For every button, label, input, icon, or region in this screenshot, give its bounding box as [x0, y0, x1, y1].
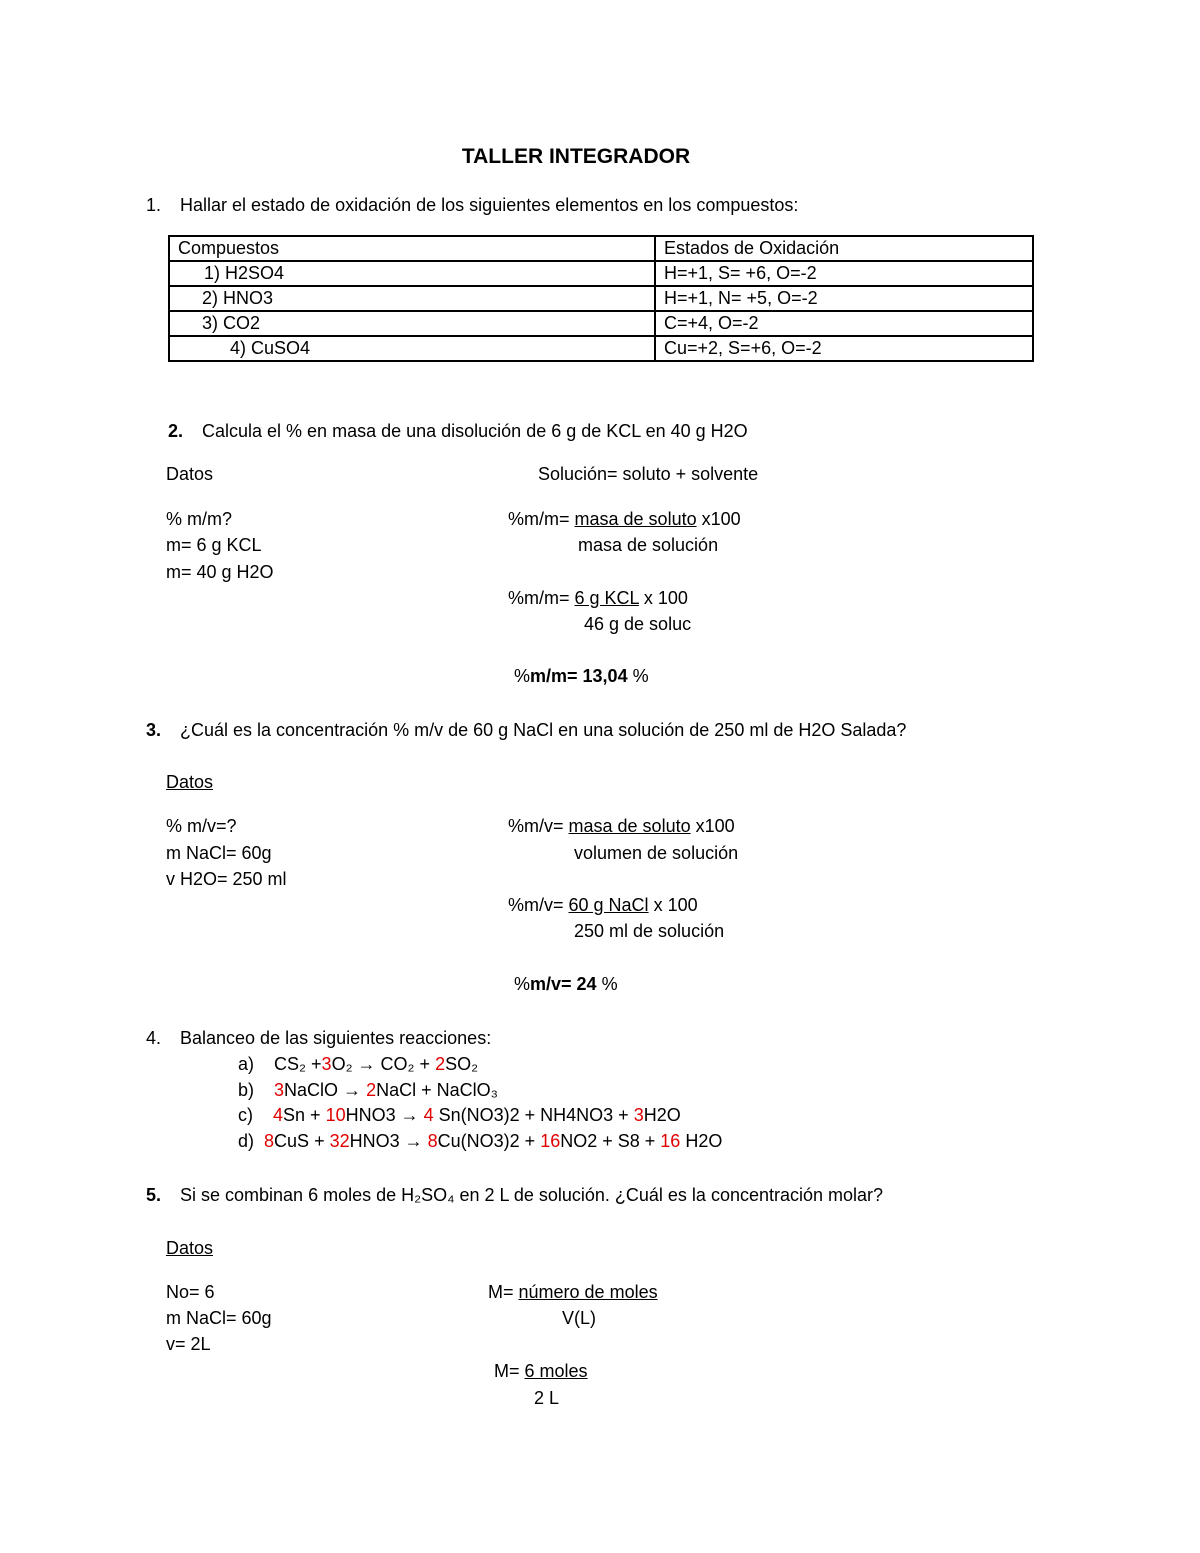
q3-formula-1-denominator: volumen de solución [574, 843, 739, 863]
q2-text: Calcula el % en masa de una disolución de 6 g de KCL en 40 g H2O [202, 421, 748, 441]
q5-dato-3: v= 2L [166, 1334, 211, 1354]
table-row [169, 261, 1033, 286]
q2-formula-1-denominator: masa de solución [578, 535, 719, 555]
q5-formula-1-denominator: V(L) [562, 1308, 597, 1328]
table-row [169, 336, 1033, 361]
q2-solucion: Solución= soluto + solvente [538, 464, 759, 484]
q3-number: 3. [146, 720, 162, 740]
q5-datos-label: Datos [166, 1238, 214, 1258]
reaction-b: b) 3NaClO → 2NaCl + NaClO₃ [238, 1080, 498, 1100]
reaction-a: a) CS₂ +3O₂ → CO₂ + 2SO₂ [238, 1054, 479, 1074]
q3-formula-2-denominator: 250 ml de solución [574, 921, 725, 941]
table-header: Estados de Oxidación [655, 236, 1033, 261]
q5-formula-1: M= número de moles [488, 1282, 658, 1302]
q5-text: Si se combinan 6 moles de H₂SO₄ en 2 L de solución. ¿Cuál es la concentración molar? [180, 1185, 884, 1205]
q5-formula-2: M= 6 moles [494, 1361, 588, 1381]
q3-formula-1: %m/v= masa de soluto x100 [508, 816, 735, 836]
q3-dato-3: v H2O= 250 ml [166, 869, 287, 889]
q2-result: %m/m= 13,04 % [514, 666, 649, 686]
table-cell: 1) H2SO4 [169, 261, 655, 286]
oxidation-table [168, 235, 1034, 362]
q5-dato-2: m NaCl= 60g [166, 1308, 272, 1328]
q3-result: %m/v= 24 % [514, 974, 618, 994]
q2-dato-2: m= 6 g KCL [166, 535, 262, 555]
q2-datos-label: Datos [166, 464, 214, 484]
q2-dato-3: m= 40 g H2O [166, 562, 274, 582]
q3-formula-2: %m/v= 60 g NaCl x 100 [508, 895, 698, 915]
q1-number: 1. [146, 195, 162, 215]
reaction-c: c) 4Sn + 10HNO3 → 4 Sn(NO3)2 + NH4NO3 + 3H2O [238, 1105, 681, 1125]
table-cell: H=+1, N= +5, O=-2 [655, 286, 1033, 311]
q2-formula-2: %m/m= 6 g KCL x 100 [508, 588, 688, 608]
table-header: Compuestos [169, 236, 655, 261]
q5-dato-1: No= 6 [166, 1282, 215, 1302]
q5-formula-2-denominator: 2 L [534, 1388, 560, 1408]
table-cell: 4) CuSO4 [169, 336, 655, 361]
page-title: TALLER INTEGRADOR [461, 145, 691, 168]
table-cell: 3) CO2 [169, 311, 655, 336]
q4-number: 4. [146, 1028, 162, 1048]
table-cell: Cu=+2, S=+6, O=-2 [655, 336, 1033, 361]
reaction-d: d) 8CuS + 32HNO3 → 8Cu(NO3)2 + 16NO2 + S8 + 16 H2O [238, 1131, 723, 1151]
table-cell: C=+4, O=-2 [655, 311, 1033, 336]
q2-number: 2. [168, 421, 184, 441]
q3-datos-label: Datos [166, 772, 214, 792]
q2-formula-1: %m/m= masa de soluto x100 [508, 509, 741, 529]
table-row [169, 286, 1033, 311]
q3-dato-2: m NaCl= 60g [166, 843, 272, 863]
q4-text: Balanceo de las siguientes reacciones: [180, 1028, 492, 1048]
table-header-row [169, 236, 1033, 261]
q2-formula-2-denominator: 46 g de soluc [584, 614, 692, 634]
q2-dato-1: % m/m? [166, 509, 233, 529]
q1-text: Hallar el estado de oxidación de los siguientes elementos en los compuestos: [180, 195, 799, 215]
q5-number: 5. [146, 1185, 162, 1205]
q3-text: ¿Cuál es la concentración % m/v de 60 g NaCl en una solución de 250 ml de H2O Salada? [180, 720, 907, 740]
table-row [169, 311, 1033, 336]
q3-dato-1: % m/v=? [166, 816, 237, 836]
table-cell: H=+1, S= +6, O=-2 [655, 261, 1033, 286]
table-cell: 2) HNO3 [169, 286, 655, 311]
